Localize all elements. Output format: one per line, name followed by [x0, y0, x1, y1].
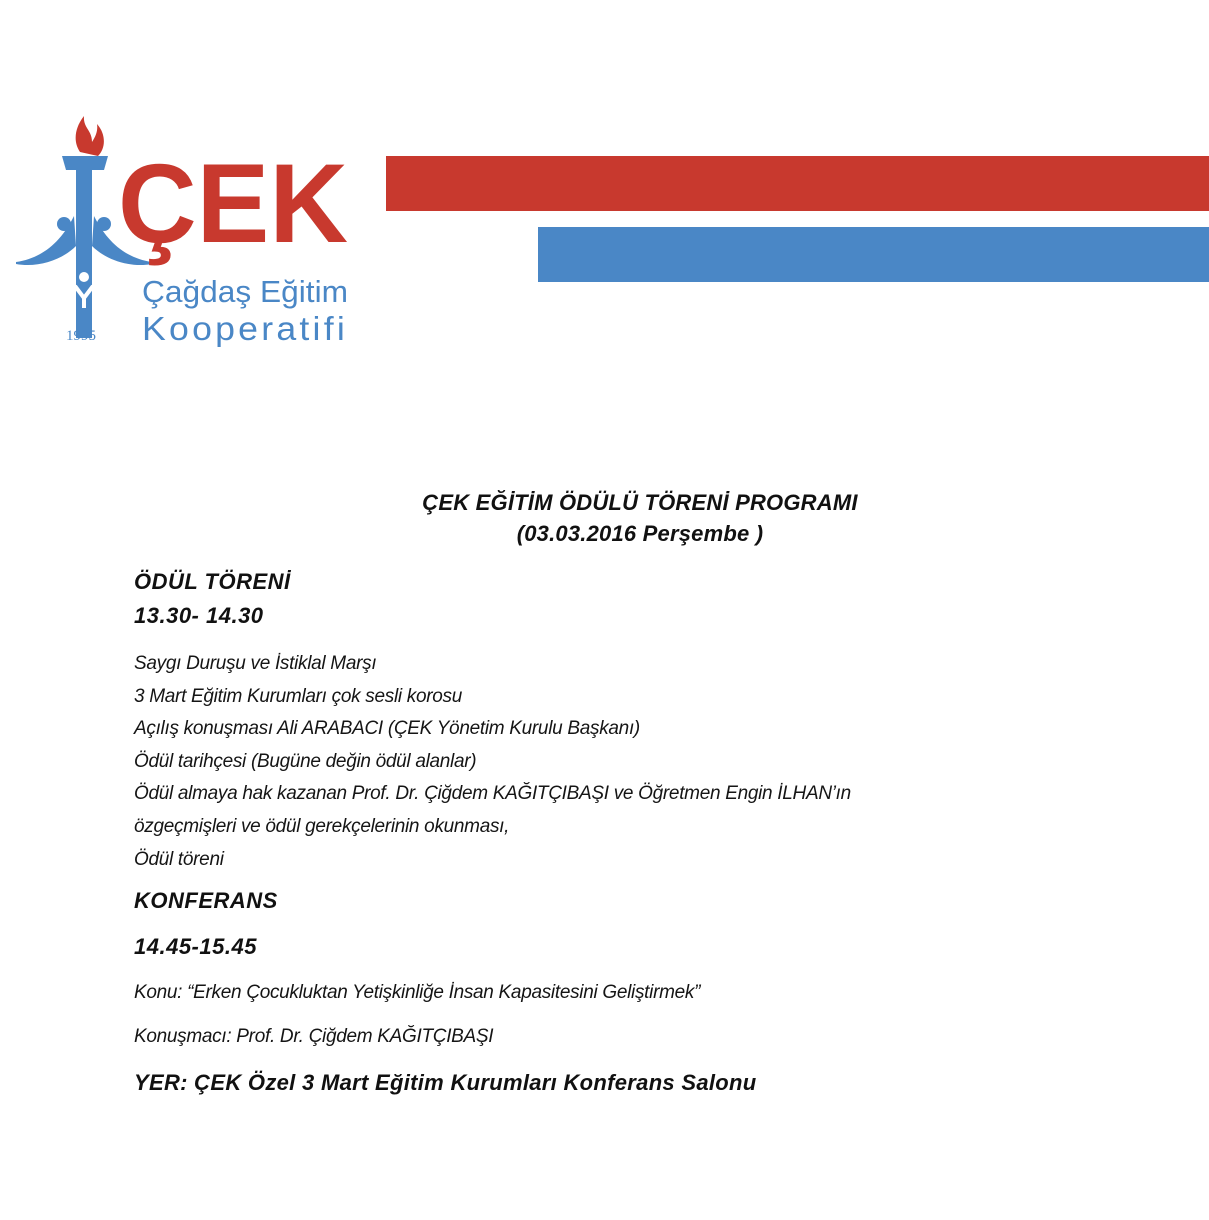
logo-line1: Çağdaş Eğitim — [142, 274, 348, 309]
logo-line2: Kooperatifi — [142, 310, 348, 347]
ceremony-item: Ödül töreni — [134, 848, 224, 870]
ceremony-item: Ödül tarihçesi (Bugüne değin ödül alanlar) — [134, 750, 477, 772]
ceremony-item: 3 Mart Eğitim Kurumları çok sesli korosu — [134, 685, 462, 707]
venue: YER: ÇEK Özel 3 Mart Eğitim Kurumları Konferans Salonu — [134, 1070, 757, 1095]
program-title-block — [360, 487, 920, 549]
ceremony-item: Saygı Duruşu ve İstiklal Marşı — [134, 653, 377, 674]
conference-time: 14.45-15.45 — [134, 934, 257, 959]
program-title: ÇEK EĞİTİM ÖDÜLÜ TÖRENİ PROGRAMI — [422, 490, 858, 515]
ceremony-item: Ödül almaya hak kazanan Prof. Dr. Çiğdem KAĞITÇIBAŞI ve Öğretmen Engin İLHAN’ın — [134, 783, 851, 805]
logo-year: 1995 — [66, 328, 96, 344]
conference-topic: Konu: “Erken Çocukluktan Yetişkinliğe İnsan Kapasitesini Geliştirmek” — [134, 982, 701, 1003]
ceremony-time: 13.30- 14.30 — [134, 603, 264, 628]
ceremony-item: özgeçmişleri ve ödül gerekçelerinin okunması, — [134, 815, 510, 837]
header-blue-bar — [538, 227, 1209, 282]
cek-logo — [14, 112, 354, 352]
ceremony-heading: ÖDÜL TÖRENİ — [134, 569, 291, 594]
conference-heading: KONFERANS — [134, 888, 278, 913]
ceremony-item: Açılış konuşması Ali ARABACI (ÇEK Yönetim Kurulu Başkanı) — [134, 718, 640, 740]
header-red-bar — [386, 156, 1209, 211]
flame-icon — [76, 116, 104, 156]
conference-speaker: Konuşmacı: Prof. Dr. Çiğdem KAĞITÇIBAŞI — [134, 1026, 494, 1047]
ceremony-items — [134, 648, 851, 876]
program-date: (03.03.2016 Perşembe ) — [516, 521, 764, 546]
logo-mark: ÇEK — [118, 141, 348, 266]
